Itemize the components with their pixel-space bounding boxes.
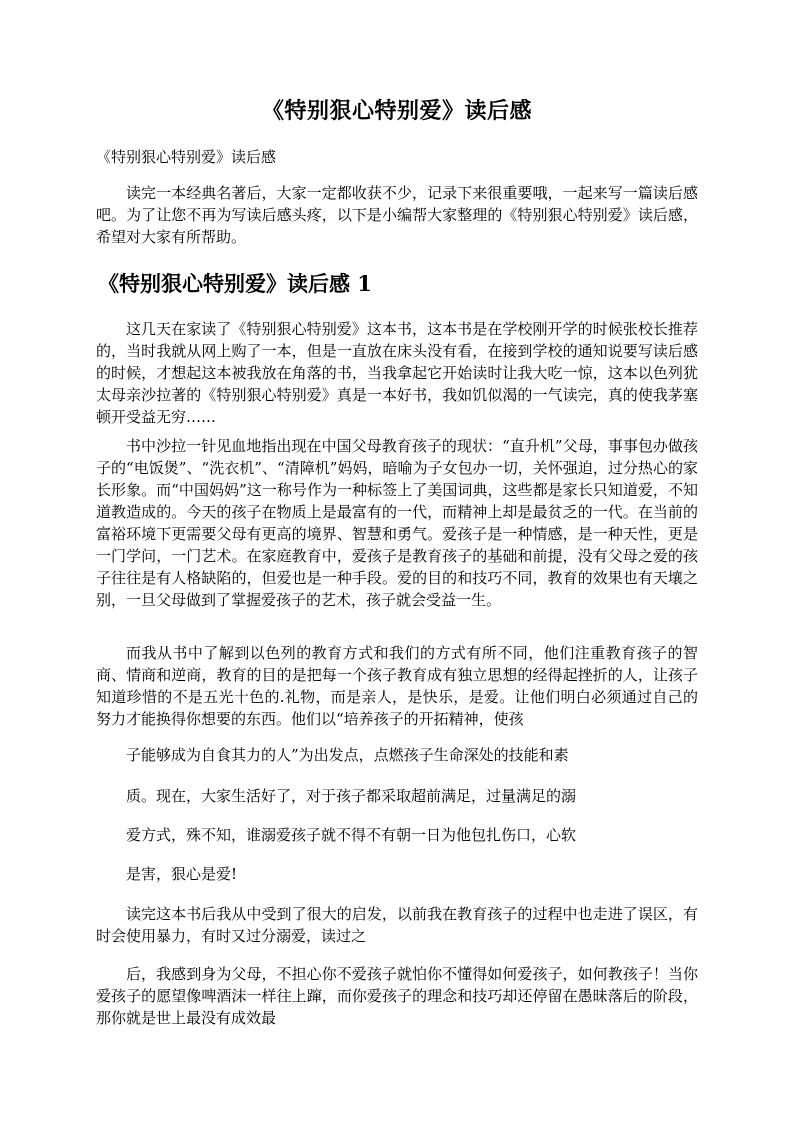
- body-paragraph: 质。现在，大家生活好了，对于孩子都采取超前满足，过量满足的溺: [126, 787, 577, 805]
- body-paragraph: 读完这本书后我从中受到了很大的启发，以前我在教育孩子的过程中也走进了误区，有时会使用暴力，有时又过分溺爱，读过之: [96, 905, 698, 945]
- body-paragraph: 爱方式，殊不知，谁溺爱孩子就不得不有朝一日为他包扎伤口，心软: [126, 826, 577, 844]
- document-subtitle: 《特别狠心特别爱》读后感: [96, 148, 277, 166]
- body-paragraph: 子能够成为自食其力的人”为出发点，点燃孩子生命深处的技能和素: [126, 746, 569, 764]
- intro-paragraph: 读完一本经典名著后，大家一定都收获不少，记录下来很重要哦，一起来写一篇读后感吧。为了让您不再为写读后感头疼，以下是小编帮大家整理的《特别狠心特别爱》读后感，希望对大家有所帮助。: [96, 184, 698, 246]
- body-paragraph: 是害，狠心是爱!: [126, 865, 238, 883]
- section-heading: 《特别狠心特别爱》读后感 1: [98, 271, 372, 296]
- body-paragraph: 书中沙拉一针见血地指出现在中国父母教育孩子的现状：“直升机”父母，事事包办做孩子的“电饭煲”、“洗衣机”、“清障机”妈妈，暗喻为子女包办一切，关怀强迫，过分热心的家长形象。而“中国妈妈”这一称号作为一种标签上了美国词典，这些都是家长只知道爱，不知道教造成的。今天的孩子在物质上是最富有的一代，而精神上却是最贫乏的一代。在当前的富裕环境下更需要父母有更高的境界、智慧和勇气。爱孩子是一种情感，是一种天性，更是一门学问，一门艺术。在家庭教育中，爱孩子是教育孩子的基础和前提，没有父母之爱的孩子往往是有人格缺陷的，但爱也是一种手段。爱的目的和技巧不同，教育的效果也有天壤之别，一旦父母做到了掌握爱孩子的艺术，孩子就会受益一生。: [96, 437, 698, 609]
- body-paragraph: 后，我感到身为父母，不担心你不爱孩子就怕你不懂得如何爱孩子，如何教孩子！当你爱孩子的愿望像啤酒沫一样往上蹿，而你爱孩子的理念和技巧却还停留在愚昧落后的阶段，那你就是世上最没有成效最: [96, 965, 698, 1027]
- body-paragraph: 这几天在家读了《特别狠心特别爱》这本书，这本书是在学校刚开学的时候张校长推荐的，当时我就从网上购了一本，但是一直放在床头没有看，在接到学校的通知说要写读后感的时候，才想起这本被我放在角落的书，当我拿起它开始读时让我大吃一惊，这本以色列犹太母亲沙拉著的《特别狠心特别爱》真是一本好书，我如饥似渴的一气读完，真的使我茅塞顿开受益无穷……: [96, 320, 698, 426]
- document-title: 《特别狠心特别爱》读后感: [261, 98, 532, 124]
- body-paragraph: 而我从书中了解到以色列的教育方式和我们的方式有所不同，他们注重教育孩子的智商、情商和逆商，教育的目的是把每一个孩子教育成有独立思想的经得起挫折的人，让孩子知道珍惜的不是五光十色的.礼物，而是亲人，是快乐，是爱。让他们明白必须通过自己的努力才能换得你想要的东西。他们以“培养孩子的开拓精神，使孩: [96, 644, 698, 728]
